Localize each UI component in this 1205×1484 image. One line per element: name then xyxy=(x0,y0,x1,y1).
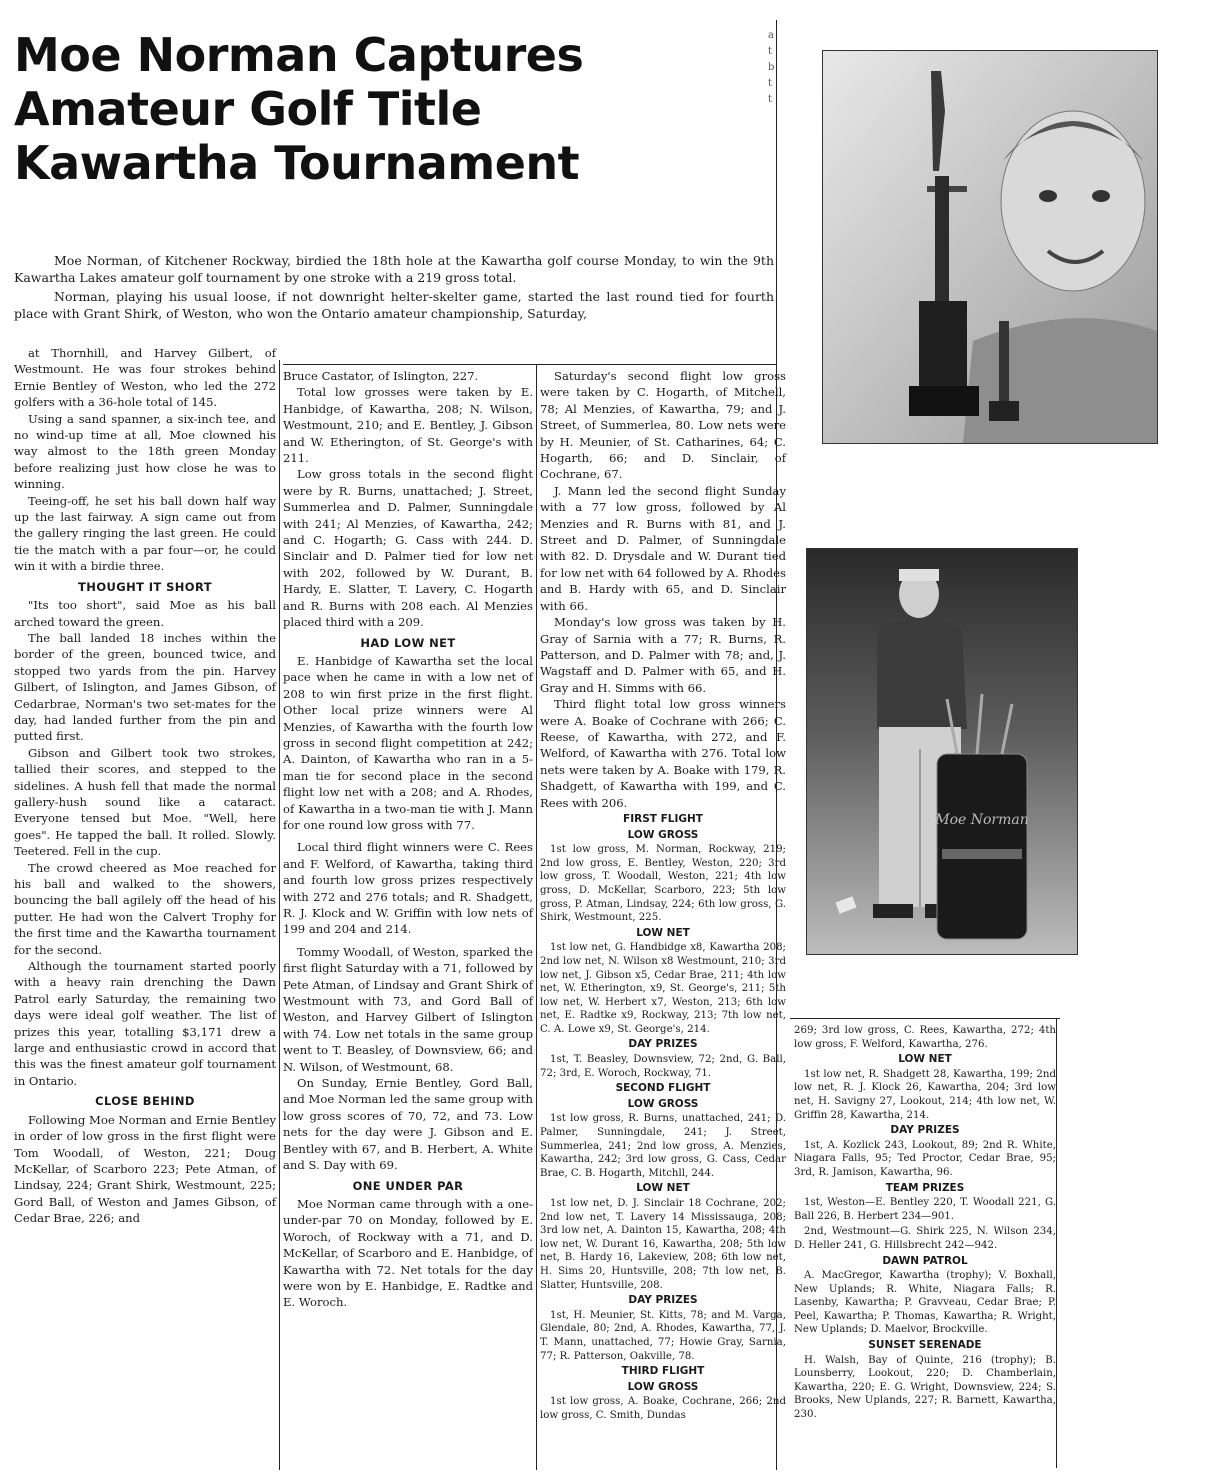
paragraph: Saturday's second flight low gross were taken by C. Hogarth, of Mitchell, 78; Al Menzies, of Kawartha, 79; and J. Street, of Summerlea, 80. Low nets were by H. Meunier, of St. Catharines, 64; C. Hogarth, 66; and D. Sinclair, of Cochrane, 67. xyxy=(540,369,786,482)
article-column-2 xyxy=(283,368,533,1311)
paragraph: On Sunday, Ernie Bentley, Gord Ball, and Moe Norman led the same group with low gross scores of 70, 72, and 73. Low nets for the day were J. Gibson and E. Bentley with 67, and B. Herbert, A. White and S. Day with 69. xyxy=(283,1076,533,1173)
results-heading: LOW NET xyxy=(636,926,690,939)
results-heading: LOW NET xyxy=(636,1182,690,1195)
results-heading: SECOND FLIGHT xyxy=(615,1082,711,1095)
paragraph: Tommy Woodall, of Weston, sparked the first flight Saturday with a 71, followed by Pete Atman, of Lindsay and Grant Shirk of Westmount with 73, and Gord Ball of Weston, and Harvey Gilbert of Islington with 74. Low net totals in the same group went to T. Beasley, of Downsview, 66; and N. Wilson, of Westmount, 68. xyxy=(283,944,533,1074)
subhead: CLOSE BEHIND xyxy=(95,1094,195,1109)
headline-line-3: Kawartha Tournament xyxy=(14,136,580,190)
column-rule xyxy=(279,360,280,1470)
article-column-3 xyxy=(540,368,786,1425)
paragraph: Gibson and Gilbert took two strokes, tallied their scores, and stepped to the sidelines. A hush fell that made the normal gallery-hush sound like a cataract. Everyone tensed but Moe. "Well, here goes". He tapped the ball. It rolled. Slowly. Teetered. Fell in the cup. xyxy=(14,745,276,859)
margin-marks xyxy=(768,28,782,108)
results-heading: LOW NET xyxy=(898,1053,952,1066)
results-text: H. Walsh, Bay of Quinte, 216 (trophy); B. Lounsberry, Lookout, 220; D. Chamberlain, Kawartha, 220; E. G. Wright, Downsview, 224; S. Brooks, New Uplands, 227; R. Barnett, Kawartha, 230. xyxy=(794,1354,1056,1421)
lead-paragraph: Norman, playing his usual loose, if not downright helter-skelter game, started the last round tied for fourth place with Grant Shirk, of Weston, who won the Ontario amateur championship, Saturday, xyxy=(14,289,774,321)
column-rule xyxy=(536,365,537,1470)
lead-text xyxy=(14,252,774,324)
results-text: 2nd, Westmount—G. Shirk 225, N. Wilson 234, D. Heller 241, G. Hillsbrecht 242—942. xyxy=(794,1226,1056,1251)
lead-paragraph: Moe Norman, of Kitchener Rockway, birdied the 18th hole at the Kawartha golf course Monday, to win the 9th Kawartha Lakes amateur golf tournament by one stroke with a 219 gross total. xyxy=(14,253,774,285)
results-heading: THIRD FLIGHT xyxy=(621,1365,705,1378)
headline-line-2: Amateur Golf Title xyxy=(14,82,482,136)
paragraph: Low gross totals in the second flight were by R. Burns, unattached; J. Street, Summerlea and D. Palmer, Sunningdale with 241; Al Menzies, of Kawartha, 242; and C. Hogarth; G. Cass with 244. D. Sinclair and D. Palmer tied for low net with 202, followed by W. Durant, B. Hardy, E. Slatter, T. Lavery, C. Hogarth and R. Burns with 208 each. Al Menzies placed third with a 209. xyxy=(283,467,533,630)
subhead: HAD LOW NET xyxy=(360,635,456,650)
paragraph: Using a sand spanner, a six-inch tee, and no wind-up time at all, Moe clowned his way almost to the 18th green Monday before realizing just how close he was to winning. xyxy=(14,411,276,492)
results-text: 1st, Weston—E. Bentley 220, T. Woodall 221, G. Ball 226, B. Herbert 234—901. xyxy=(794,1197,1056,1222)
results-heading: FIRST FLIGHT xyxy=(623,812,703,825)
results-column-4 xyxy=(794,1024,1056,1424)
results-heading: LOW GROSS xyxy=(627,828,699,841)
results-first-flight xyxy=(540,813,786,1423)
subhead: ONE UNDER PAR xyxy=(352,1178,464,1193)
subhead: THOUGHT IT SHORT xyxy=(78,579,212,594)
results-heading: DAY PRIZES xyxy=(628,1038,698,1051)
results-text: 1st low gross, A. Boake, Cochrane, 266; 2nd low gross, C. Smith, Dundas xyxy=(540,1396,786,1421)
results-text: 1st low net, G. Handbidge x8, Kawartha 208; 2nd low net, N. Wilson x8 Westmount, 210; 3rd low net, J. Gibson x5, Cedar Brae, 211; 4th low net, W. Etherington, x9, St. George's, 211; 5th low net, W. Herbert x7, Weston, 213; 6th low net, E. Radtke x9, Rockway, 213; 7th low net, C. A. Lowe x9, St. George's, 214. xyxy=(540,942,786,1035)
box-rule xyxy=(1056,1018,1057,1468)
results-heading: DAY PRIZES xyxy=(628,1294,698,1307)
paragraph: The ball landed 18 inches within the border of the green, bounced twice, and stopped two yards from the pin. Harvey Gilbert, of Islington, and James Gibson, of Cedarbrae, Norman's two set-mates for the day, had landed further from the pin and putted first. xyxy=(14,630,276,744)
margin-mark: t xyxy=(768,94,773,105)
results-text: 1st low gross, M. Norman, Rockway, 219; 2nd low gross, E. Bentley, Weston, 220; 3rd low gross, T. Woodall, Weston, 221; 4th low gross, D. McKellar, Scarboro, 223; 5th low gross, P. Atman, Lindsay, 224; 6th low gross, G. Shirk, Westmount, 225. xyxy=(540,844,786,924)
paragraph: E. Hanbidge of Kawartha set the local pace when he came in with a low net of 208 to win first prize in the first flight. Other local prize winners were Al Menzies, of Kawartha with the fourth low gross in second flight competition at 242; A. Dainton, of Kawartha who ran in a 5-man tie for second place in the second flight low net with a 208; and A. Rhodes, of Kawartha in a two-man tie with J. Mann for one round low gross with 77. xyxy=(283,653,533,832)
results-text: 1st low gross, R. Burns, unattached, 241; D. Palmer, Sunningdale, 241; J. Street, Summerlea, 241; 2nd low gross, A. Menzies, Kawartha, 242; 3rd low gross, G. Cass, Cedar Brae, C. B. Hogarth, Mitchll, 244. xyxy=(540,1113,786,1179)
article-column-1 xyxy=(14,345,276,1227)
results-heading: LOW GROSS xyxy=(627,1097,699,1110)
paragraph: The crowd cheered as Moe reached for his ball and walked to the showers, bouncing the ball agilely off the head of his putter. He had won the Calvert Trophy for the first time and the Kawartha tournament for the second. xyxy=(14,860,276,957)
results-heading: DAY PRIZES xyxy=(890,1124,960,1137)
results-text: 1st, T. Beasley, Downsview, 72; 2nd, G. Ball, 72; 3rd, E. Woroch, Rockway, 71. xyxy=(540,1054,786,1079)
headline-line-1: Moe Norman Captures xyxy=(14,28,584,82)
paragraph: Although the tournament started poorly with a heavy rain drenching the Dawn Patrol early Saturday, the remaining two days were ideal golf weather. The list of prizes this year, totalling $3,171 drew a large and enthusiastic crowd in accord that this was the finest amateur golf tournament in Ontario. xyxy=(14,959,276,1088)
photo-trophy-portrait xyxy=(822,50,1158,444)
box-rule xyxy=(283,364,776,365)
margin-mark: a xyxy=(768,30,774,41)
results-heading: DAWN PATROL xyxy=(882,1254,968,1267)
paragraph: Bruce Castator, of Islington, 227. xyxy=(283,369,479,383)
results-text: 1st, H. Meunier, St. Kitts, 78; and M. Varga, Glendale, 80; 2nd, A. Rhodes, Kawartha, 77, J. T. Mann, unattached, 77; Howie Gray, Sarnia, 77; R. Patterson, Oakville, 78. xyxy=(540,1309,786,1362)
bag-text: Moe Norman xyxy=(935,812,1029,828)
results-heading: LOW GROSS xyxy=(627,1380,699,1393)
paragraph: Total low grosses were taken by E. Hanbidge, of Kawartha, 208; N. Wilson, Westmount, 210; and E. Bentley, J. Gibson and W. Etherington, of St. George's with 211. xyxy=(283,385,533,466)
headline xyxy=(14,28,634,190)
paragraph: Teeing-off, he set his ball down half way up the last fairway. A sign came out from the gallery ringing the last green. He could tie the match with a par four—or, he could win it with a birdie three. xyxy=(14,493,276,574)
results-text: 269; 3rd low gross, C. Rees, Kawartha, 272; 4th low gross, F. Welford, Kawartha, 276. xyxy=(794,1025,1056,1050)
photo-golfer-with-bag xyxy=(806,548,1078,955)
paragraph: Moe Norman came through with a one-under-par 70 on Monday, followed by E. Woroch, of Rockway with a 71, and D. McKellar, of Scarboro and E. Hanbidge, of Kawartha with 72. Net totals for the day were won by E. Hanbidge, E. Radtke and E. Woroch. xyxy=(283,1196,533,1310)
trophy-photo-image xyxy=(823,51,1157,443)
results-text: 1st low net, D. J. Sinclair 18 Cochrane, 202; 2nd low net, T. Lavery 14 Mississauga, 208; 3rd low net, A. Dainton 15, Kawartha, 208; 4th low net, W. Durant 16, Kawartha, 208; 5th low net, B. Hardy 16, Lakeview, 208; 6th low net, H. Sims 20, Huntsville, 208; 7th low net, B. Slatter, Huntsville, 208. xyxy=(540,1198,786,1291)
box-rule xyxy=(790,1018,1060,1019)
margin-mark: t xyxy=(768,78,773,89)
margin-mark: b xyxy=(768,62,775,73)
paragraph: Local third flight winners were C. Rees and F. Welford, of Kawartha, taking third and fourth low gross prizes respectively with 272 and 276 totals; and R. Shadgett, R. J. Klock and W. Griffin with low nets of 199 and 204 and 214. xyxy=(283,840,533,937)
paragraph: Following Moe Norman and Ernie Bentley in order of low gross in the first flight were Tom Woodall, of Weston, 221; Doug McKellar, of Scarboro 223; Pete Atman, of Lindsay, 224; Grant Shirk, Westmount, 225; Gord Ball, of Weston and James Gibson, of Cedar Brae, 226; and xyxy=(14,1112,276,1226)
results-text: 1st low net, R. Shadgett 28, Kawartha, 199; 2nd low net, R. J. Klock 26, Kawartha, 204; 3rd low net, H. Savigny 27, Lookout, 214; 4th low net, W. Griffin 28, Kawartha, 214. xyxy=(794,1068,1056,1121)
golfer-photo-image xyxy=(807,549,1077,954)
paragraph: Third flight total low gross winners were A. Boake of Cochrane with 266; C. Reese, of Kawartha, with 272, and F. Welford, of Kawartha with 276. Total low nets were taken by A. Boake with 179, R. Shadgett, of Kawartha with 199, and C. Rees with 206. xyxy=(540,697,786,810)
paragraph: "Its too short", said Moe as his ball arched toward the green. xyxy=(14,598,276,629)
paragraph: J. Mann led the second flight Sunday with a 77 low gross, followed by Al Menzies and R. Burns with 81, and J. Street and D. Palmer, of Sunningdale with 82. D. Drysdale and W. Durant tied for low net with 64 followed by A. Rhodes and B. Hardy with 65, and D. Sinclair with 66. xyxy=(540,483,786,613)
results-text: A. MacGregor, Kawartha (trophy); V. Boxhall, New Uplands; R. White, Niagara Falls; R. Lasenby, Kawartha; P. Gravveau, Cedar Brae; P. Peel, Kawartha; P. Thomas, Kawartha; R. Wright, New Uplands; D. Maelvor, Brockville. xyxy=(794,1270,1056,1336)
margin-mark: t xyxy=(768,46,773,57)
results-text: 1st, A. Kozlick 243, Lookout, 89; 2nd R. White, Niagara Falls, 95; Ted Proctor, Cedar Brae, 95; 3rd, R. Jamison, Kawartha, 96. xyxy=(794,1139,1056,1178)
paragraph: Monday's low gross was taken by H. Gray of Sarnia with a 77; R. Burns, R. Patterson, and D. Palmer with 78; and, J. Wagstaff and D. Palmer with 65, and H. Gray and H. Simms with 66. xyxy=(540,615,786,695)
results-heading: SUNSET SERENADE xyxy=(868,1339,982,1352)
paragraph: at Thornhill, and Harvey Gilbert, of Westmount. He was four strokes behind Ernie Bentley of Weston, who led the 272 golfers with a 36-hole total of 145. xyxy=(14,346,276,410)
results-heading: TEAM PRIZES xyxy=(885,1181,965,1194)
